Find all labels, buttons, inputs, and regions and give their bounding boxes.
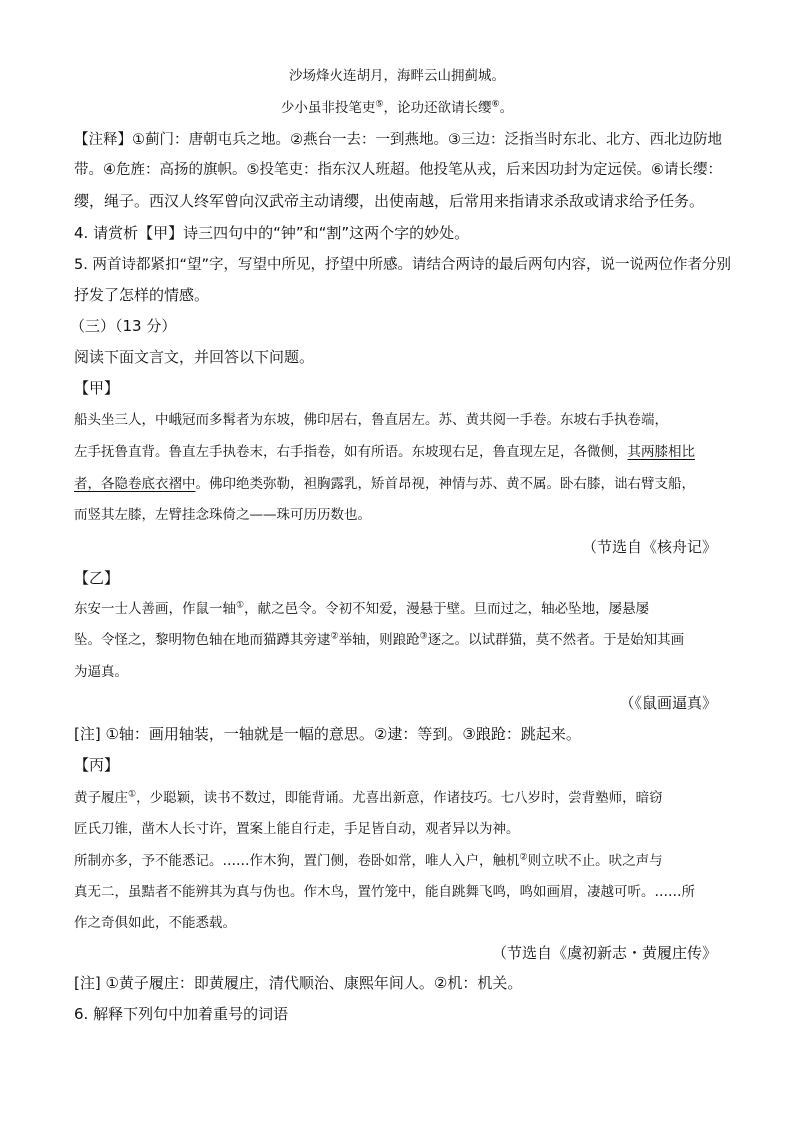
yi-line-2: 坠。令怪之，黎明物色轴在地而猫蹲其旁逮②举轴，则踉跄③逐之。以试群猫，莫不然者。于是始知其画 [74,631,685,648]
notes-3: [注] ①黄子履庄：即黄履庄，清代顺治、康熙年间人。②机：机关。 [74,974,523,992]
poem-line-1: 沙场烽火连胡月，海畔云山拥蓟城。 [289,68,505,84]
jia-label: 【甲】 [74,379,120,397]
jia-line-4: 而竖其左膝，左臂挂念珠倚之——珠可历历数也。 [74,507,371,523]
question-6: 6. 解释下列句中加着重号的词语 [74,1005,289,1023]
bing-line-1: 黄子履庄①，少聪颖，读书不数过，即能背诵。尤喜出新意，作诸技巧。七八岁时，尝背塾师，暗窃 [74,789,663,806]
question-4: 4. 请赏析【甲】诗三四句中的“钟”和“割”这两个字的妙处。 [74,224,470,242]
bing-line-3: 所制亦多，予不能悉记。……作木狗，置门侧，卷卧如常，唯人入户，触机②则立吠不止。吠之声与 [74,852,663,869]
yi-line-1: 东安一士人善画，作鼠一轴①，献之邑令。令初不知爱，漫悬于壁。旦而过之，轴必坠地，屡悬屡 [74,600,650,617]
jia-line-1: 船头坐三人，中峨冠而多髯者为东坡，佛印居右，鲁直居左。苏、黄共阅一手卷。东坡右手执卷端， [74,412,668,428]
notes-1-line-1: 【注释】①蓟门：唐朝屯兵之地。②燕台一去：一到燕地。③三边：泛指当时东北、北方、西北边防地 [74,132,722,148]
question-5-line-1: 5. 两首诗都紧扣“望”字，写望中所见，抒望中所感。请结合两诗的最后两句内容，说一说两位作者分别 [74,257,731,273]
bing-line-2: 匠氏刀锥，凿木人长寸许，置案上能自行走，手足皆自动，观者异以为神。 [74,821,520,837]
bing-source: （节选自《虞初新志・黄履庄传》 [491,944,717,962]
notes-1-line-2: 带。④危旌：高扬的旗帜。⑤投笔吏：指东汉人班超。他投笔从戎，后来因功封为定远侯。⑥请长缨： [74,162,722,178]
yi-line-3: 为逼真。 [74,664,128,680]
question-5-line-2: 抒发了怎样的情感。 [74,286,210,304]
jia-line-3: 者，各隐卷底衣褶中。佛印绝类弥勒，袒胸露乳，矫首昂视，神情与苏、黄不属。卧右膝，诎右臂支船， [74,476,695,492]
poem-line-2: 少小虽非投笔吏⑤，论功还欲请长缨⑥。 [280,99,514,116]
yi-label: 【乙】 [74,569,120,587]
instruction: 阅读下面文言文，并回答以下问题。 [74,348,315,366]
section-3-heading: （三）（13 分） [70,317,177,335]
bing-line-4: 真无二，虽黠者不能辨其为真与伪也。作木鸟，置竹笼中，能自跳舞飞鸣，鸣如画眉，凄越可听。……所 [74,884,695,900]
notes-2: [注] ①轴：画用轴装，一轴就是一幅的意思。②逮：等到。③踉跄：跳起来。 [74,725,581,743]
yi-source: （《鼠画逼真》 [619,694,717,712]
jia-line-2: 左手抚鲁直背。鲁直左手执卷末，右手指卷，如有所语。东坡现右足，鲁直现左足，各微侧，其两膝相比 [74,444,695,460]
jia-source: （节选自《核舟记》 [581,538,717,556]
notes-1-line-3: 缨，绳子。西汉人终军曾向汉武帝主动请缨，出使南越，后常用来指请求杀敌或请求给予任务。 [74,192,705,210]
bing-label: 【丙】 [74,756,120,774]
bing-line-5: 作之奇俱如此，不能悉载。 [74,915,236,931]
